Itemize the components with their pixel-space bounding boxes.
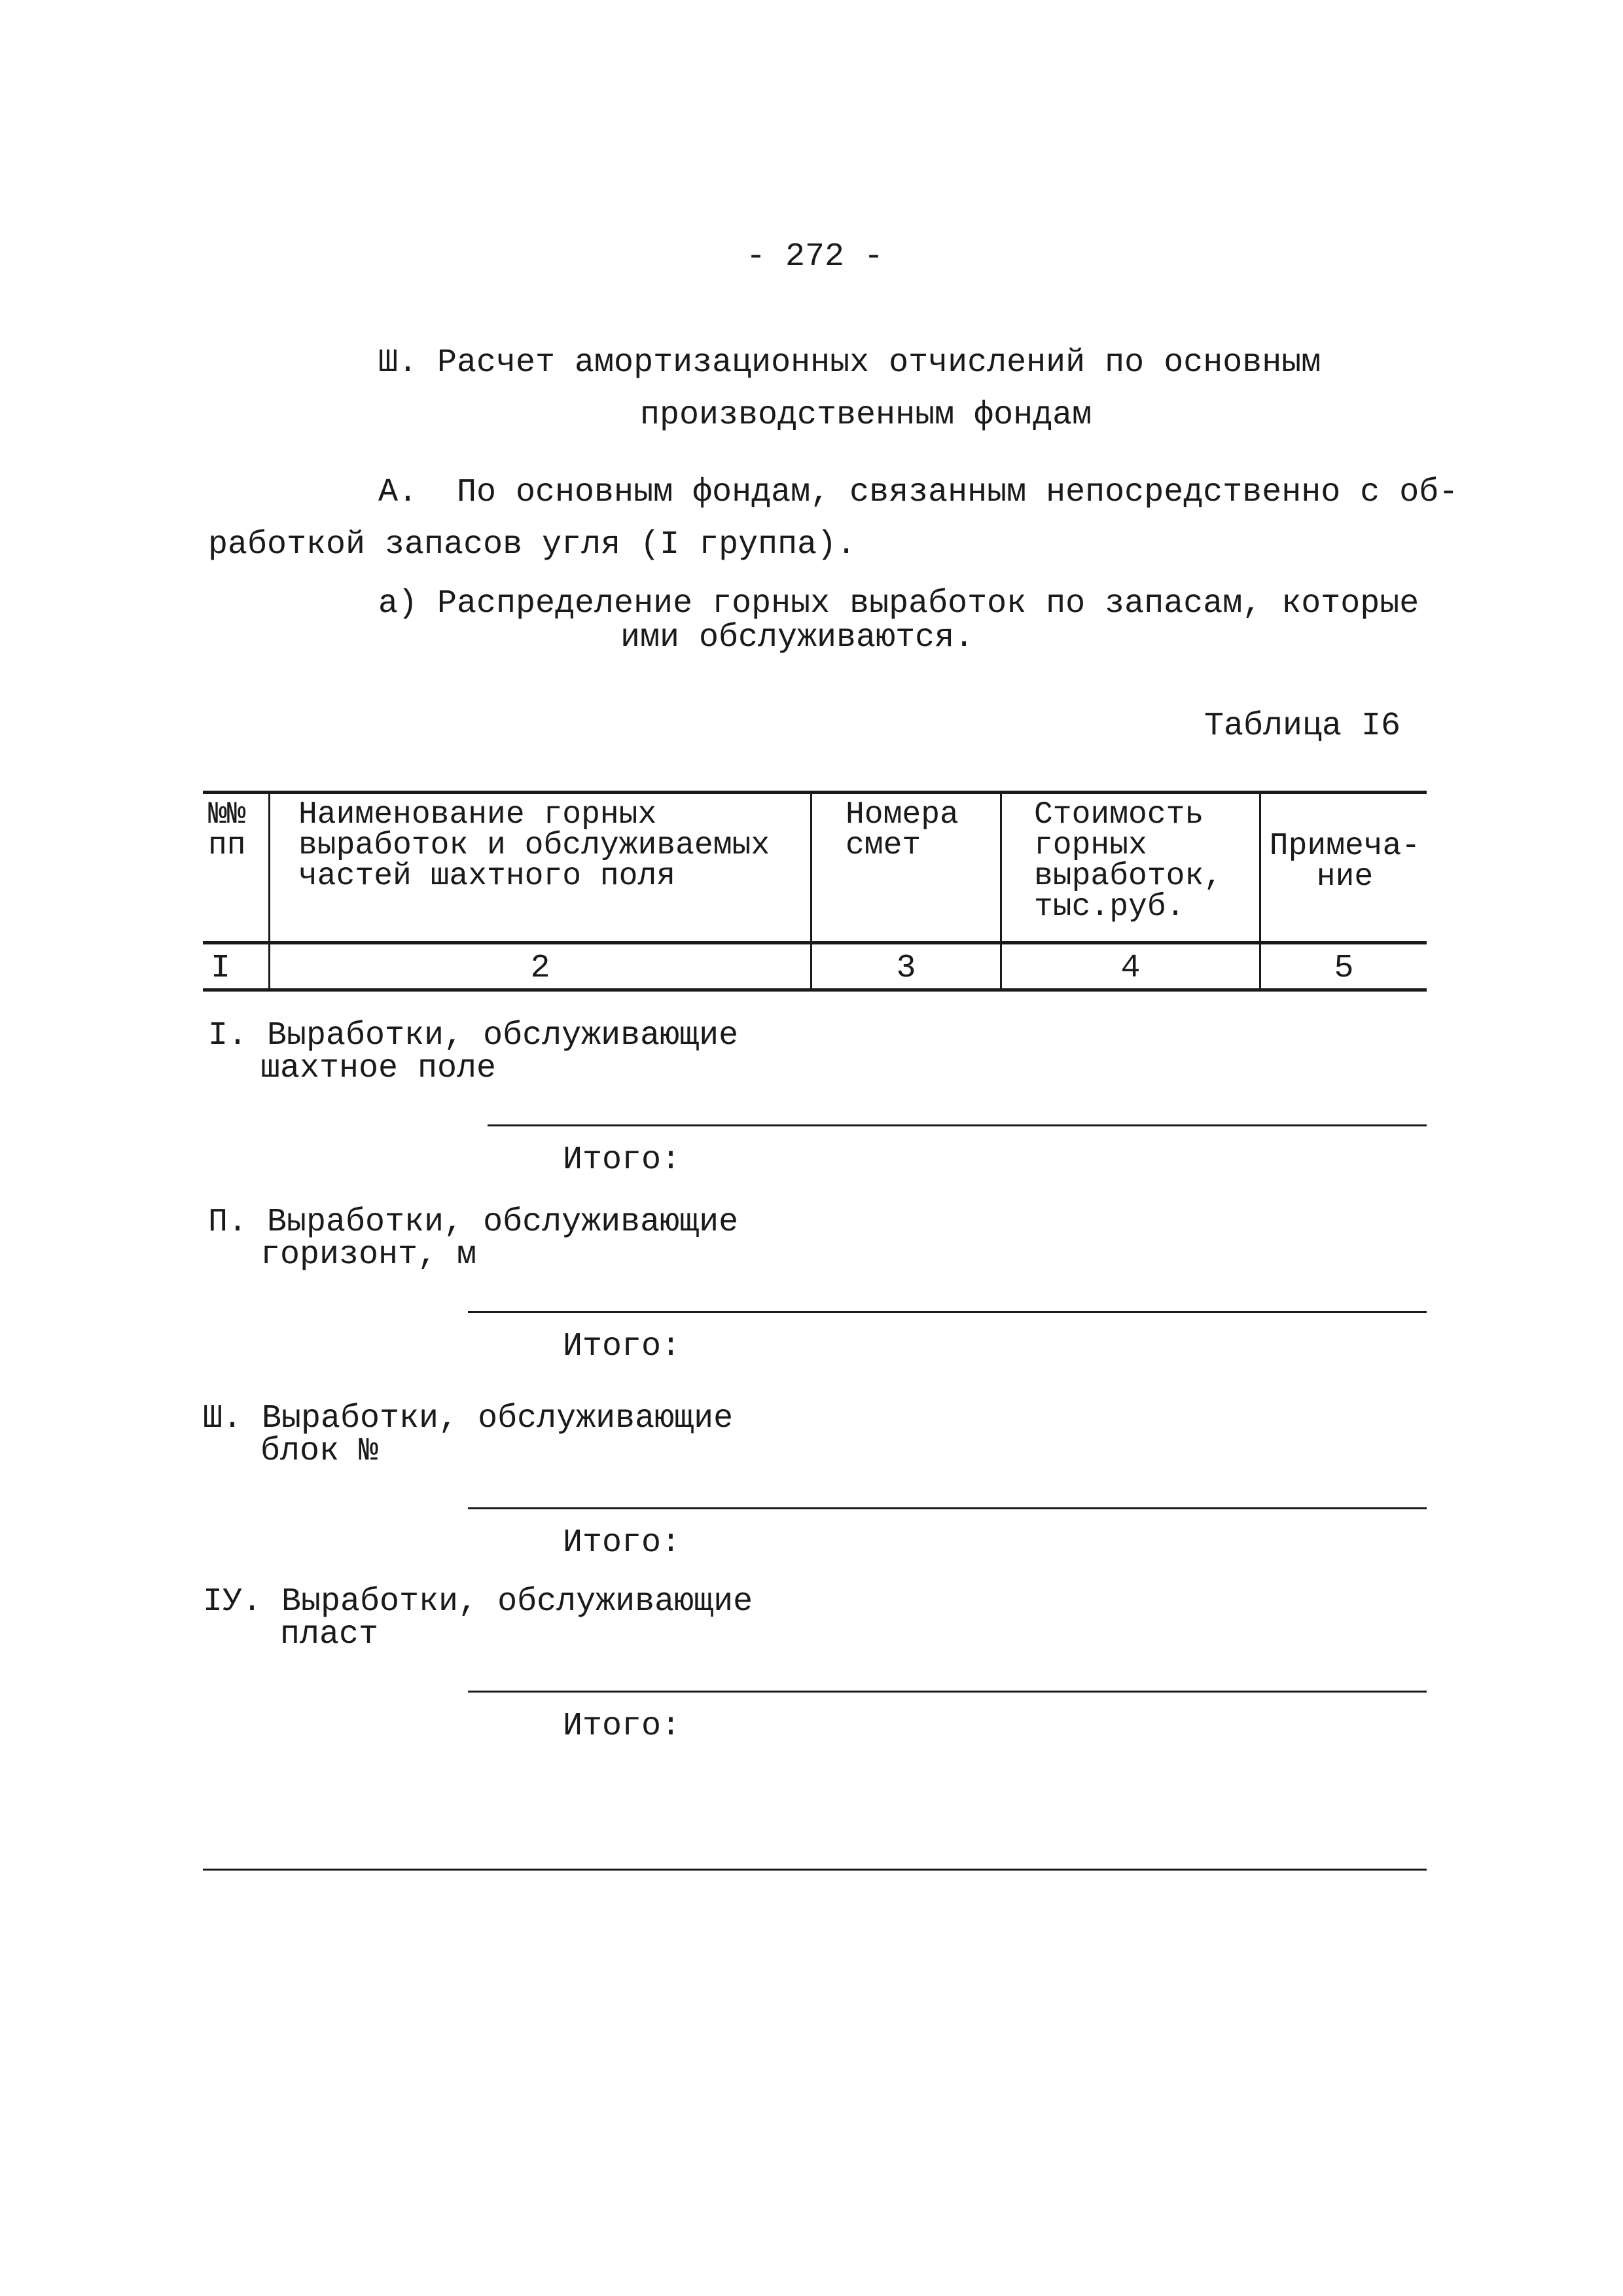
table-header-name: Наименование горных выработок и обслуживаемых частей шахтного поля [298,797,770,894]
section-1-line1: I. Выработки, обслуживающие [208,1017,739,1054]
table-colnum-1: I [211,950,231,987]
page-number: - 272 - [746,238,884,276]
section-4-line1: IУ. Выработки, обслуживающие [203,1583,753,1621]
table-header-num: №№ пп [208,797,246,863]
section-3-rule [468,1507,1427,1509]
final-rule [203,1869,1427,1871]
table-colnum-4: 4 [1120,950,1141,987]
paragraph-a-line2: работкой запасов угля (I группа). [208,526,857,564]
table-header-cost: Стоимость горных выработок, тыс.руб. [1034,797,1223,925]
section-4-rule [468,1691,1427,1693]
section-4-line2: пласт [280,1616,379,1653]
table-colnum-3: 3 [896,950,916,987]
subparagraph-a-line1: а) Распределение горных выработок по запасам, которые [378,585,1419,622]
table-header-note: Примеча- ние [1269,829,1421,895]
table-colnum-2: 2 [530,950,550,987]
section-3-line2: блок № [260,1433,379,1470]
section-3-line1: Ш. Выработки, обслуживающие [203,1400,734,1437]
section-1-line2: шахтное поле [260,1050,497,1087]
section-2-rule [468,1311,1427,1313]
section-title-line1: Ш. Расчет амортизационных отчислений по основным [378,344,1321,382]
table-header-rule [203,941,1427,944]
section-1-total: Итого: [563,1141,681,1179]
table-colnum-5: 5 [1334,950,1354,987]
subparagraph-a-line2: ими обслуживаются. [620,619,974,656]
table-header-estimate: Номера смет [846,797,959,863]
table-bottom-rule [203,988,1427,992]
section-2-line1: П. Выработки, обслуживающие [208,1204,739,1241]
section-3-total: Итого: [563,1524,681,1562]
section-2-total: Итого: [563,1328,681,1365]
section-2-line2: горизонт, м [260,1236,477,1274]
section-1-rule [488,1124,1427,1126]
section-4-total: Итого: [563,1708,681,1745]
table-top-rule [203,791,1427,794]
paragraph-a-line1: А. По основным фондам, связанным непосредственно с об- [378,474,1459,511]
table-label: Таблица I6 [1204,708,1401,745]
section-title-line2: производственным фондам [640,397,1092,434]
